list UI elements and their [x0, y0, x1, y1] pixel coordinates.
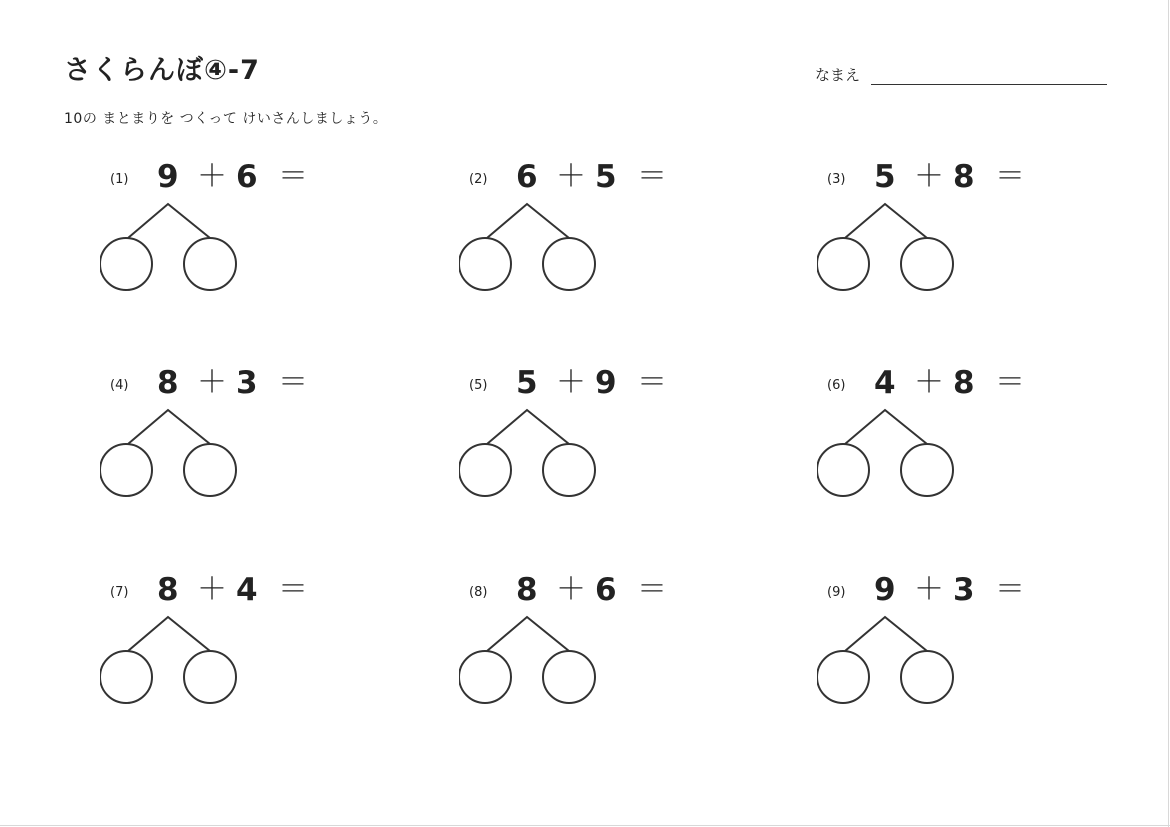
problem-9: [817, 570, 1077, 715]
cherry-diagram: [100, 405, 240, 500]
problem-3: [817, 157, 1077, 302]
page-edge-bottom: [0, 825, 1170, 826]
equals-sign: ＝: [995, 365, 1025, 400]
plus-sign: ＋: [197, 159, 227, 194]
cherry-branch: [845, 617, 927, 651]
problem-number: (2): [469, 172, 488, 187]
first-addend: 9: [157, 159, 179, 195]
cherry-branch: [128, 410, 210, 444]
cherry-branch: [487, 410, 569, 444]
answer-circle-left[interactable]: [817, 444, 869, 496]
problem-1: [100, 157, 360, 302]
first-addend: 9: [874, 572, 896, 608]
cherry-branch: [128, 204, 210, 238]
answer-circle-right[interactable]: [543, 651, 595, 703]
problem-number: (5): [469, 378, 488, 393]
page-edge-right: [1168, 0, 1169, 827]
first-addend: 5: [874, 159, 896, 195]
second-addend: 9: [595, 365, 617, 401]
problem-number: (4): [110, 378, 129, 393]
plus-sign: ＋: [556, 572, 586, 607]
plus-sign: ＋: [556, 365, 586, 400]
answer-circle-left[interactable]: [100, 238, 152, 290]
cherry-diagram: [100, 612, 240, 707]
name-label: なまえ: [815, 66, 861, 84]
cherry-branch: [845, 410, 927, 444]
plus-sign: ＋: [914, 572, 944, 607]
problem-5: [459, 363, 719, 508]
problem-8: [459, 570, 719, 715]
problem-number: (6): [827, 378, 846, 393]
cherry-diagram: [817, 405, 957, 500]
cherry-branch: [128, 617, 210, 651]
second-addend: 3: [953, 572, 975, 608]
answer-circle-right[interactable]: [543, 238, 595, 290]
cherry-diagram: [459, 199, 599, 294]
instructions: 10の まとまりを つくって けいさんしましょう。: [64, 111, 388, 127]
first-addend: 8: [157, 365, 179, 401]
equals-sign: ＝: [278, 572, 308, 607]
second-addend: 5: [595, 159, 617, 195]
first-addend: 8: [157, 572, 179, 608]
second-addend: 6: [236, 159, 258, 195]
problem-number: (9): [827, 585, 846, 600]
second-addend: 6: [595, 572, 617, 608]
plus-sign: ＋: [914, 159, 944, 194]
answer-circle-right[interactable]: [901, 651, 953, 703]
answer-circle-left[interactable]: [817, 238, 869, 290]
equals-sign: ＝: [278, 159, 308, 194]
second-addend: 3: [236, 365, 258, 401]
answer-circle-right[interactable]: [184, 444, 236, 496]
problem-4: [100, 363, 360, 508]
problem-number: (7): [110, 585, 129, 600]
problem-number: (1): [110, 172, 129, 187]
problem-number: (8): [469, 585, 488, 600]
plus-sign: ＋: [556, 159, 586, 194]
equals-sign: ＝: [278, 365, 308, 400]
answer-circle-left[interactable]: [459, 238, 511, 290]
answer-circle-right[interactable]: [901, 444, 953, 496]
cherry-diagram: [817, 612, 957, 707]
name-area: [815, 62, 1107, 88]
cherry-branch: [487, 617, 569, 651]
problem-7: [100, 570, 360, 715]
second-addend: 8: [953, 365, 975, 401]
first-addend: 5: [516, 365, 538, 401]
plus-sign: ＋: [197, 572, 227, 607]
equals-sign: ＝: [637, 159, 667, 194]
second-addend: 8: [953, 159, 975, 195]
equals-sign: ＝: [637, 572, 667, 607]
answer-circle-left[interactable]: [100, 444, 152, 496]
cherry-diagram: [459, 612, 599, 707]
cherry-branch: [487, 204, 569, 238]
cherry-diagram: [459, 405, 599, 500]
problem-6: [817, 363, 1077, 508]
answer-circle-left[interactable]: [100, 651, 152, 703]
second-addend: 4: [236, 572, 258, 608]
answer-circle-right[interactable]: [184, 238, 236, 290]
equals-sign: ＝: [637, 365, 667, 400]
plus-sign: ＋: [197, 365, 227, 400]
first-addend: 8: [516, 572, 538, 608]
equals-sign: ＝: [995, 572, 1025, 607]
plus-sign: ＋: [914, 365, 944, 400]
cherry-diagram: [100, 199, 240, 294]
cherry-branch: [845, 204, 927, 238]
first-addend: 6: [516, 159, 538, 195]
answer-circle-left[interactable]: [817, 651, 869, 703]
equals-sign: ＝: [995, 159, 1025, 194]
problem-2: [459, 157, 719, 302]
answer-circle-right[interactable]: [184, 651, 236, 703]
answer-circle-left[interactable]: [459, 444, 511, 496]
name-write-line[interactable]: [871, 84, 1107, 85]
answer-circle-left[interactable]: [459, 651, 511, 703]
first-addend: 4: [874, 365, 896, 401]
answer-circle-right[interactable]: [543, 444, 595, 496]
problem-number: (3): [827, 172, 846, 187]
cherry-diagram: [817, 199, 957, 294]
worksheet-title: さくらんぼ④-7: [64, 55, 260, 86]
answer-circle-right[interactable]: [901, 238, 953, 290]
